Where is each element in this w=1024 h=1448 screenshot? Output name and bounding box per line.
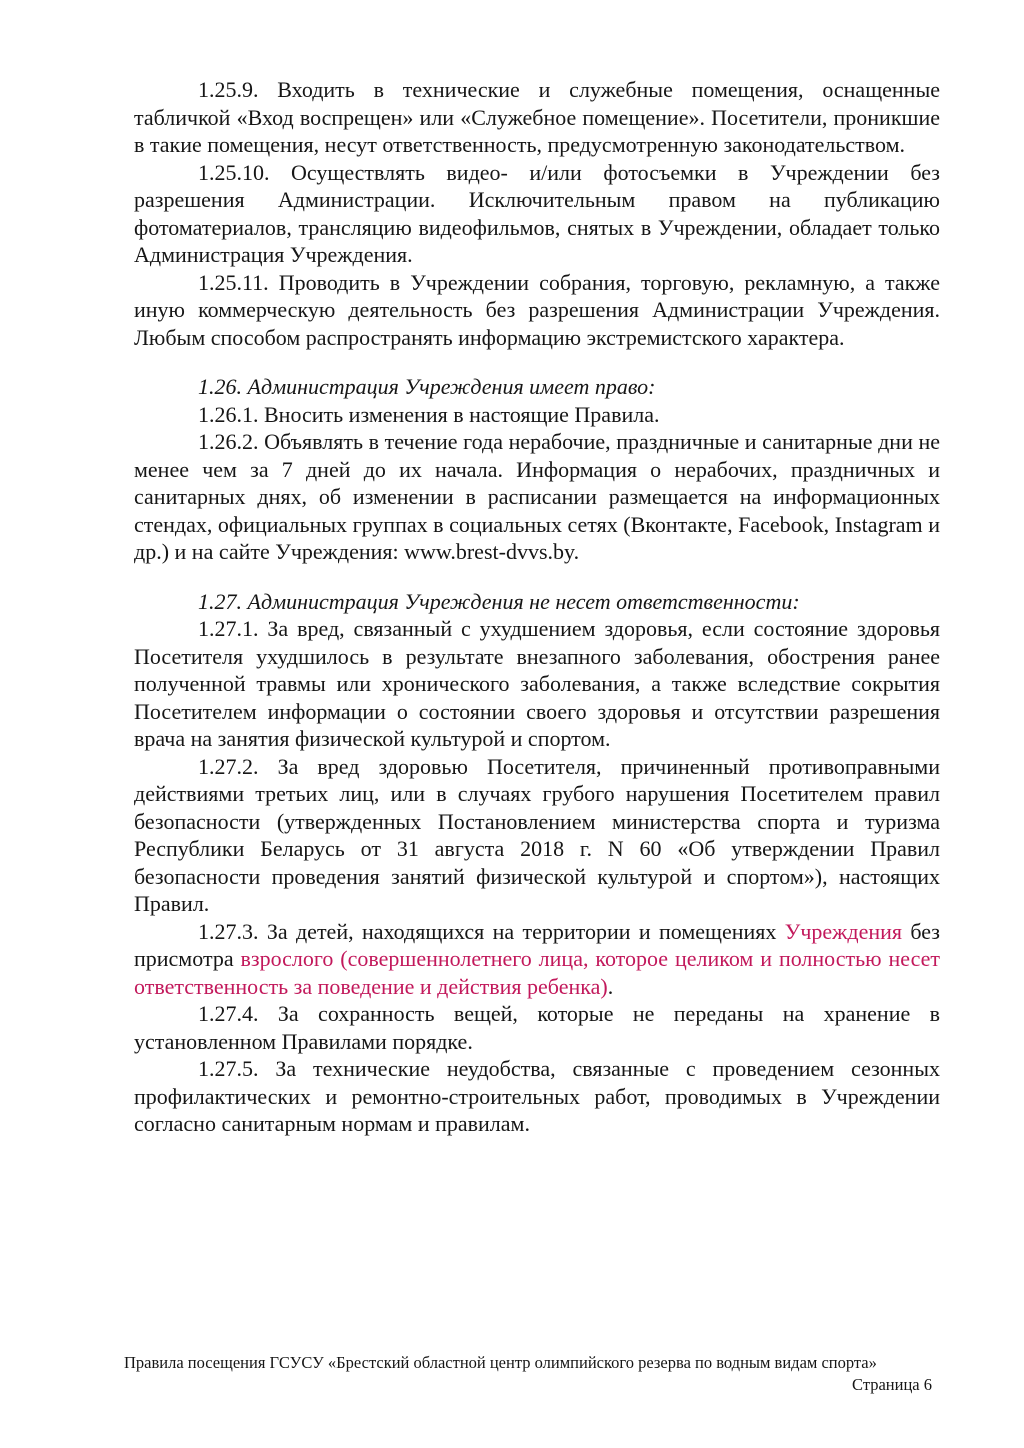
paragraph-1-27-4: 1.27.4. За сохранность вещей, которые не переданы на хранение в установленном Правилами порядке. [134,1001,940,1054]
paragraph-1-27-5: 1.27.5. За технические неудобства, связанные с проведением сезонных профилактических и ремонтно-строительных работ, проводимых в Учреждении согласно санитарным нормам и правилам. [134,1056,940,1136]
paragraph-1-25-11: 1.25.11. Проводить в Учреждении собрания, торговую, рекламную, а также иную коммерческую деятельность без разрешения Администрации Учреждения. Любым способом распространять информацию экстремистского характера. [134,269,940,350]
paragraph-1-25-10: 1.25.10. Осуществлять видео- и/или фотосъемки в Учреждении без разрешения Администрации. Исключительным правом на публикацию фотоматериалов, трансляцию видеофильмов, снятых в Учреждении, обладает только Администрация Учреждения. [134,159,940,267]
footer-title: Правила посещения ГСУСУ «Брестский областной центр олимпийского резерва по водным видам спорта» [124,1353,877,1372]
section-heading-1-26: 1.26. Администрация Учреждения имеет право: [198,374,656,399]
paragraph-1-25-9: 1.25.9. Входить в технические и служебные помещения, оснащенные табличкой «Вход воспрещен» или «Служебное помещение». Посетители, проникшие в такие помещения, несут ответственность, предусмотренную законодательством. [134,77,940,157]
highlighted-text-adult: взрослого (совершеннолетнего лица, которое целиком и полностью несет ответственность за поведение и действия ребенка) [134,946,940,999]
page-footer [124,1352,932,1396]
paragraph-1-26-1: 1.26.1. Вносить изменения в настоящие Правила. [198,401,660,427]
paragraph-1-26-2: 1.26.2. Объявлять в течение года нерабочие, праздничные и санитарные дни не менее чем за 7 дней до их начала. Информация о нерабочих, праздничных и санитарных днях, об изменении в расписании размещается на информационных стендах, официальных группах в социальных сетях (Вконтакте, Facebook, Instagram и др.) и на сайте Учреждения: www.brest-dvvs.by. [134,429,940,564]
paragraph-1-27-2: 1.27.2. За вред здоровью Посетителя, причиненный противоправными действиями третьих лиц, или в случаях грубого нарушения Посетителем правил безопасности (утвержденных Постановлением министерства спорта и туризма Республики Беларусь от 31 августа 2018 г. N 60 «Об утверждении Правил безопасности проведения занятий физической культурой и спортом»), настоящих Правил. [134,753,940,916]
section-heading-1-27: 1.27. Администрация Учреждения не несет ответственности: [198,588,800,614]
paragraph-1-27-3-text-e: . [607,973,614,999]
document-body [134,76,940,1138]
paragraph-1-27-1: 1.27.1. За вред, связанный с ухудшением здоровья, если состояние здоровья Посетителя ухудшилось в результате внезапного заболевания, обострения ранее полученной травмы или хронического заболевания, а также вследствие сокрытия Посетителем информации о состоянии своего здоровья и отсутствии разрешения врача на занятия физической культурой и спортом. [134,616,940,751]
highlighted-text-institution: Учреждения [784,918,902,944]
page-number: Страница 6 [852,1375,932,1394]
paragraph-1-27-3-text-c: без присмотра [134,918,940,971]
paragraph-1-27-3-text-a: 1.27.3. За детей, находящихся на территории и помещениях [198,918,785,944]
paragraph-1-27-3 [134,918,940,1001]
